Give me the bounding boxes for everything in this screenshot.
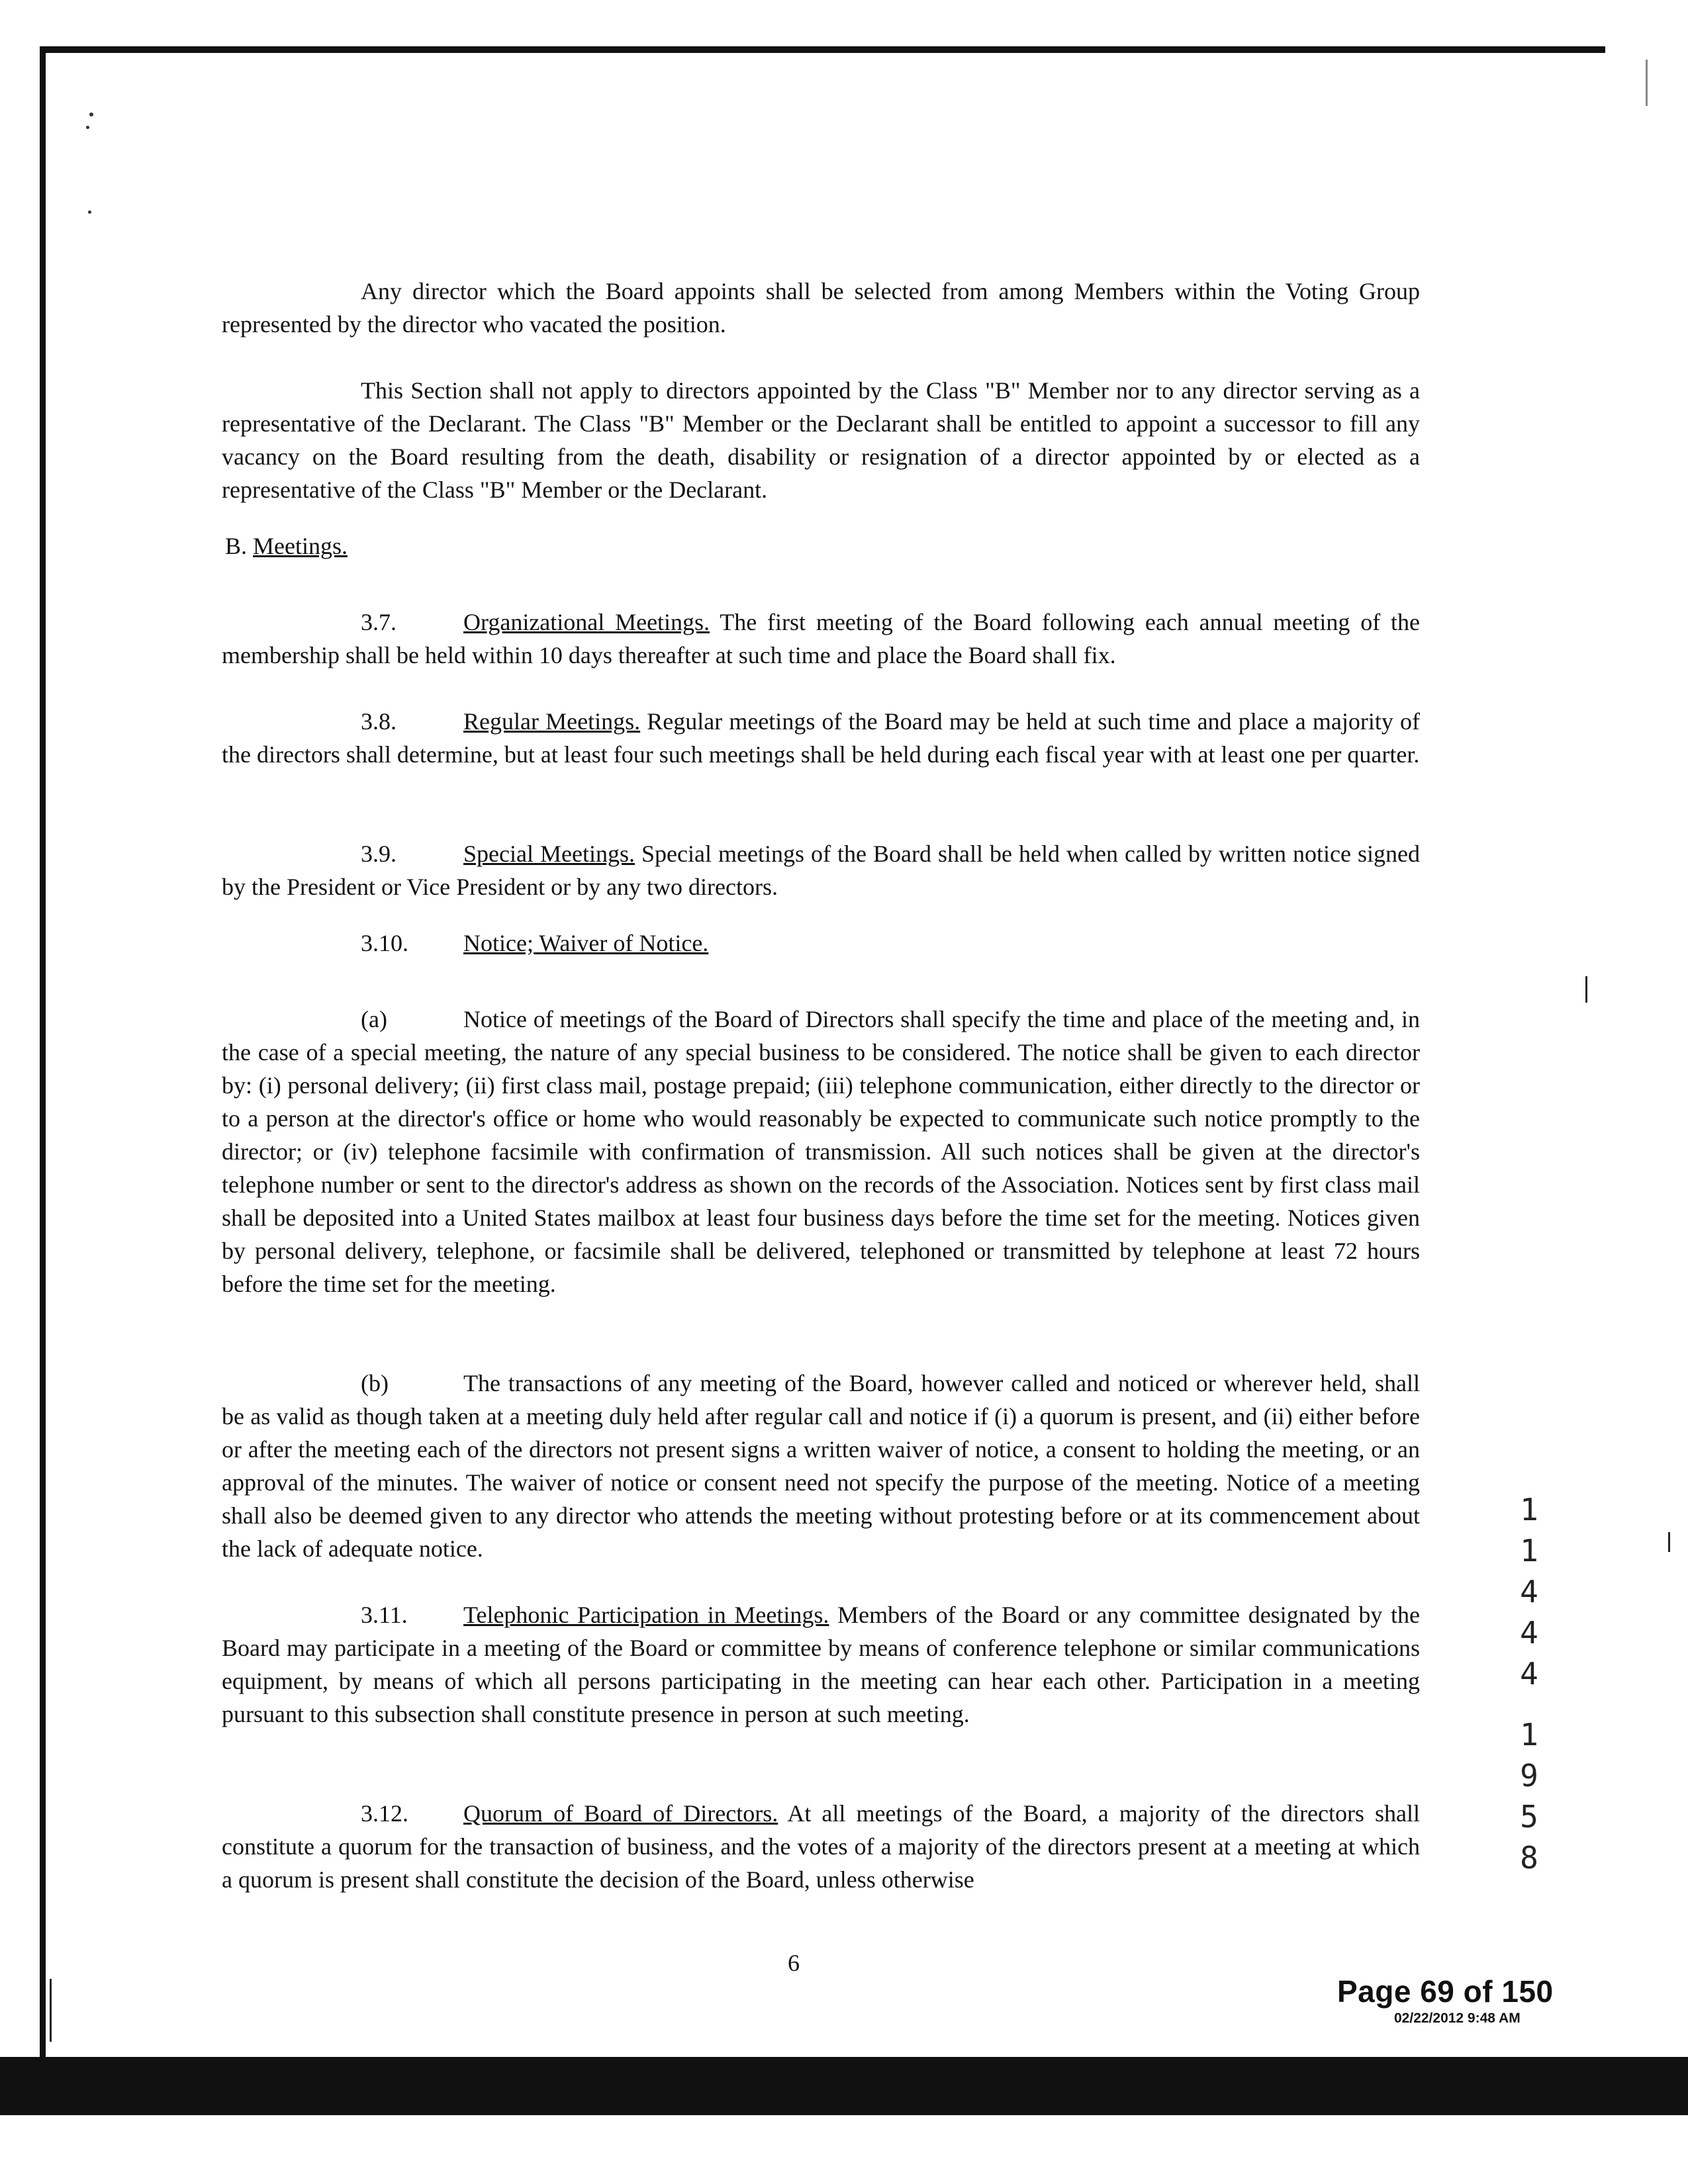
scan-mark bbox=[1668, 1532, 1670, 1552]
section-3-12: 3.12. Quorum of Board of Directors. At all meetings of the Board, a majority of the directors shall constitute a quorum for the transaction of business, and the votes of a majority of the directors present at a meeting at which a quorum is present shall constitute the decision of the Board, unless otherwise bbox=[222, 1800, 1421, 1893]
stamp-timestamp: 02/22/2012 9:48 AM bbox=[1394, 2011, 1521, 2026]
section-title: Quorum of Board of Directors. bbox=[463, 1800, 778, 1827]
scan-speck bbox=[88, 210, 91, 214]
recording-digit: 4 bbox=[1520, 1656, 1538, 1692]
subsection-a: (a) Notice of meetings of the Board of Directors shall specify the time and place of the meeting and, in the case of a special meeting, the nature of any special business to be considered. The notice shall be given to each director by: (i) personal delivery; (ii) first class mail, postage prepaid; (iii) telephone communication, either directly to the director or to a person at the director's office or home who would reasonably be expected to communicate such notice promptly to the director; or (iv) telephone facsimile with confirmation of transmission. All such notices shall be given at the director's telephone number or sent to the director's address as shown on the records of the Association. Notices sent by first class mail shall be deposited into a United States mailbox at least four business days before the time set for the meeting. Notices given by personal delivery, telephone, or facsimile shall be delivered, telephoned or transmitted by telephone at least 72 hours before the time set for the meeting. bbox=[222, 1006, 1420, 1297]
scan-mark bbox=[1646, 60, 1648, 106]
section-3-9: 3.9. Special Meetings. Special meetings of the Board shall be held when called by written notice signed by the President or Vice President or by any two directors. bbox=[222, 841, 1420, 900]
section-3-7: 3.7. Organizational Meetings. The first meeting of the Board following each annual meeting of the membership shall be held within 10 days thereafter at such time and place the Board shall fix. bbox=[222, 609, 1420, 668]
recording-number bbox=[1516, 1489, 1542, 1878]
scan-mark bbox=[1585, 976, 1587, 1003]
page-number: 6 bbox=[788, 1950, 800, 1976]
paragraph-section-exception: This Section shall not apply to directors appointed by the Class "B" Member nor to any director serving as a representative of the Declarant. The Class "B" Member or the Declarant shall be entitled to appoint a successor to fill any vacancy on the Board resulting from the death, disability or resignation of a director appointed by or elected as a representative of the Class "B" Member or the Declarant. bbox=[222, 377, 1420, 503]
section-title: Regular Meetings. bbox=[463, 708, 641, 735]
subsection-b: (b) The transactions of any meeting of the Board, however called and noticed or wherever held, shall be as valid as though taken at a meeting duly held after regular call and notice if (i) a quorum is present, and (ii) either before or after the meeting each of the directors not present signs a written waiver of notice, a consent to holding the meeting, or an approval of the minutes. The waiver of notice or consent need not specify the purpose of the meeting. Notice of a meeting shall also be deemed given to any director who attends the meeting without protesting before or at its commencement about the lack of adequate notice. bbox=[222, 1370, 1420, 1562]
section-title: Telephonic Participation in Meetings. bbox=[463, 1602, 829, 1628]
recording-digit: 4 bbox=[1520, 1615, 1538, 1651]
section-title: Special Meetings. bbox=[463, 841, 635, 867]
recording-digit: 9 bbox=[1520, 1758, 1538, 1794]
section-3-10: 3.10. Notice; Waiver of Notice. bbox=[361, 930, 709, 956]
scan-border-top bbox=[40, 46, 1605, 53]
paragraph-director-appointment: Any director which the Board appoints shall be selected from among Members within the Voting Group represented by the director who vacated the position. bbox=[222, 278, 1420, 338]
recording-digit: 1 bbox=[1520, 1533, 1538, 1569]
section-3-11: 3.11. Telephonic Participation in Meetings. Members of the Board or any committee designated by the Board may participate in a meeting of the Board or committee by means of conference telephone or similar communications equipment, by means of which all persons participating in the meeting can hear each other. Participation in a meeting pursuant to this subsection shall constitute presence in person at such meeting. bbox=[222, 1602, 1420, 1727]
scan-mark bbox=[50, 1979, 52, 2042]
scan-speck bbox=[89, 113, 93, 116]
stamp-page-count: Page 69 of 150 bbox=[1337, 1974, 1554, 2009]
section-3-8: 3.8. Regular Meetings. Regular meetings of the Board may be held at such time and place a majority of the directors shall determine, but at least four such meetings shall be held during each fiscal year with at least one per quarter. bbox=[222, 708, 1421, 768]
recording-digit: 1 bbox=[1520, 1492, 1538, 1527]
scan-border-left bbox=[40, 46, 46, 2085]
section-heading-meetings: B. Meetings. bbox=[225, 533, 348, 559]
recording-digit: 5 bbox=[1520, 1799, 1538, 1835]
recording-digit: 8 bbox=[1520, 1840, 1538, 1876]
scan-speck bbox=[86, 126, 89, 129]
recording-digit: 1 bbox=[1520, 1717, 1538, 1752]
section-title: Organizational Meetings. bbox=[463, 609, 710, 635]
section-title: Notice; Waiver of Notice. bbox=[463, 930, 709, 956]
recording-digit: 4 bbox=[1520, 1574, 1538, 1610]
scan-border-bottom bbox=[0, 2057, 1688, 2115]
